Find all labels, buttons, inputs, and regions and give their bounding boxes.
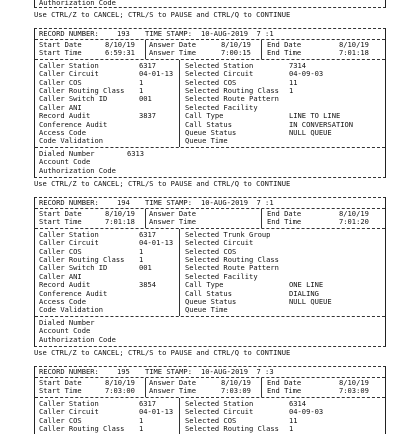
tail-label: Dialed Number: [39, 317, 95, 327]
record-number-label: RECORD NUMBER:: [39, 198, 99, 207]
timestamp: 10-AUG-2019 7 :1: [201, 29, 274, 38]
time-label: Answer Date: [149, 209, 196, 218]
selected-field-value: 11: [289, 415, 298, 425]
tail-value: 6313: [127, 148, 145, 158]
tail-label: Account Code: [39, 326, 91, 336]
time-label: Answer Date: [149, 40, 196, 49]
caller-field-label: Conference Audit: [39, 119, 108, 129]
caller-field-label: Caller Switch ID: [39, 263, 108, 273]
record-number: 195: [117, 367, 130, 376]
time-value: 8/10/19: [339, 378, 369, 387]
selected-field-label: Selected Routing Class: [185, 423, 279, 433]
caller-field-value: 6317: [139, 60, 157, 70]
caller-field-label: Caller Circuit: [39, 238, 99, 248]
time-label: End Time: [267, 386, 302, 396]
caller-field-label: Caller Routing Class: [39, 254, 125, 264]
caller-field-value: 3837: [139, 111, 157, 121]
selected-field-label: Selected Station: [185, 398, 254, 408]
time-value: 7:01:18: [339, 48, 369, 58]
selected-field-value: LINE TO LINE: [289, 111, 341, 121]
tail-label: Authorization Code: [39, 165, 116, 175]
selected-field-label: Selected Facility: [185, 102, 258, 112]
column-divider: [179, 398, 180, 434]
time-value: 7:03:09: [339, 386, 369, 396]
time-label: End Time: [267, 217, 302, 227]
record-number: 193: [117, 29, 130, 38]
caller-selected-grid: [35, 398, 385, 434]
caller-field-label: Caller Station: [39, 229, 99, 239]
time-label: Answer Time: [149, 217, 196, 227]
time-label: Answer Time: [149, 48, 196, 58]
time-label: End Time: [267, 48, 302, 58]
time-grid: [35, 209, 385, 229]
time-label: Answer Date: [149, 378, 196, 387]
time-value: 8/10/19: [221, 378, 251, 387]
record-partial-top: [34, 0, 386, 8]
selected-field-label: Selected COS: [185, 415, 237, 425]
selected-field-label: Selected Route Pattern: [185, 94, 279, 104]
record-tail: [35, 148, 385, 177]
selected-field-value: 04-09-03: [289, 407, 324, 417]
selected-field-value: 1: [289, 423, 294, 433]
selected-field-label: Call Status: [185, 288, 232, 298]
record-number-label: RECORD NUMBER:: [39, 367, 99, 376]
selected-field-label: Selected Station: [185, 60, 254, 70]
caller-field-value: 04-01-13: [139, 407, 174, 417]
caller-field-value: 1: [139, 423, 144, 433]
column-divider: [261, 40, 262, 59]
selected-field-label: Selected Routing Class: [185, 254, 279, 264]
selected-field-value: 04-09-03: [289, 69, 324, 79]
caller-field-label: Caller Switch ID: [39, 94, 108, 104]
timestamp-label: TIME STAMP:: [145, 198, 192, 207]
selected-field-label: Call Type: [185, 111, 224, 121]
time-value: 8/10/19: [221, 40, 251, 49]
selected-field-value: NULL QUEUE: [289, 296, 332, 306]
caller-field-label: Conference Audit: [39, 288, 108, 298]
selected-field-label: Selected Circuit: [185, 238, 254, 248]
selected-field-label: Selected COS: [185, 246, 237, 256]
caller-field-label: Caller Station: [39, 398, 99, 408]
caller-field-label: Code Validation: [39, 305, 104, 315]
timestamp: 10-AUG-2019 7 :1: [201, 198, 274, 207]
caller-selected-grid: [35, 60, 385, 148]
column-divider: [261, 378, 262, 397]
timestamp-label: TIME STAMP:: [145, 29, 192, 38]
record-header: [35, 29, 385, 40]
caller-field-value: 001: [139, 263, 152, 273]
time-label: End Date: [267, 209, 302, 218]
tail-label: Authorization Code: [39, 0, 116, 7]
caller-field-value: 6317: [139, 229, 157, 239]
continue-prompt: Use CTRL/Z to CANCEL; CTRL/S to PAUSE and CTRL/Q to CONTINUE: [34, 348, 291, 357]
caller-field-label: Caller COS: [39, 415, 82, 425]
selected-field-label: Queue Time: [185, 305, 228, 315]
caller-field-label: Caller ANI: [39, 102, 82, 112]
record-number-label: RECORD NUMBER:: [39, 29, 99, 38]
caller-field-label: Caller Circuit: [39, 69, 99, 79]
selected-field-label: Selected Trunk Group: [185, 229, 271, 239]
caller-field-value: 1: [139, 254, 144, 264]
tail-label: Account Code: [39, 157, 91, 167]
time-value: 8/10/19: [105, 209, 135, 218]
record-header: [35, 198, 385, 209]
tail-label: Dialed Number: [39, 148, 95, 158]
timestamp: 10-AUG-2019 7 :3: [201, 367, 274, 376]
tail-label: Authorization Code: [39, 334, 116, 344]
caller-field-label: Record Audit: [39, 111, 91, 121]
selected-field-value: 7314: [289, 60, 307, 70]
time-value: 7:01:18: [105, 217, 135, 227]
caller-field-value: 3854: [139, 280, 157, 290]
time-label: Start Date: [39, 40, 82, 49]
time-grid: [35, 40, 385, 60]
selected-field-label: Queue Status: [185, 296, 237, 306]
caller-field-value: 04-01-13: [139, 69, 174, 79]
selected-field-label: Selected Circuit: [185, 69, 254, 79]
time-label: Start Time: [39, 386, 82, 396]
column-divider: [145, 378, 146, 397]
time-grid: [35, 378, 385, 398]
selected-field-label: Selected COS: [185, 77, 237, 87]
caller-field-label: Code Validation: [39, 136, 104, 146]
time-label: Start Time: [39, 217, 82, 227]
time-label: Start Date: [39, 209, 82, 218]
column-divider: [179, 60, 180, 147]
selected-field-label: Queue Time: [185, 136, 228, 146]
caller-field-label: Caller Routing Class: [39, 85, 125, 95]
caller-field-value: 04-01-13: [139, 238, 174, 248]
column-divider: [261, 209, 262, 228]
time-label: Start Time: [39, 48, 82, 58]
selected-field-value: DIALING: [289, 288, 319, 298]
column-divider: [145, 209, 146, 228]
caller-field-label: Caller Circuit: [39, 407, 99, 417]
caller-field-value: 1: [139, 77, 144, 87]
continue-prompt: Use CTRL/Z to CANCEL; CTRL/S to PAUSE and CTRL/Q to CONTINUE: [34, 179, 291, 188]
time-value: 8/10/19: [105, 378, 135, 387]
time-label: Start Date: [39, 378, 82, 387]
continue-prompt: Use CTRL/Z to CANCEL; CTRL/S to PAUSE and CTRL/Q to CONTINUE: [34, 10, 291, 19]
caller-field-label: Caller COS: [39, 246, 82, 256]
time-value: 8/10/19: [339, 40, 369, 49]
selected-field-label: Call Type: [185, 280, 224, 290]
time-label: End Date: [267, 40, 302, 49]
record-block: [34, 197, 386, 347]
time-value: 8/10/19: [105, 40, 135, 49]
timestamp-label: TIME STAMP:: [145, 367, 192, 376]
selected-field-label: Selected Routing Class: [185, 85, 279, 95]
caller-field-value: 6317: [139, 398, 157, 408]
caller-field-value: 1: [139, 246, 144, 256]
selected-field-value: IN CONVERSATION: [289, 119, 354, 129]
time-label: Answer Time: [149, 386, 196, 396]
column-divider: [145, 40, 146, 59]
caller-field-label: Access Code: [39, 296, 86, 306]
selected-field-label: Queue Status: [185, 127, 237, 137]
selected-field-label: Selected Route Pattern: [185, 263, 279, 273]
caller-field-label: Record Audit: [39, 280, 91, 290]
time-value: 7:00:15: [221, 48, 251, 58]
column-divider: [179, 229, 180, 316]
selected-field-label: Call Status: [185, 119, 232, 129]
caller-field-label: Caller Routing Class: [39, 423, 125, 433]
time-value: 7:03:00: [105, 386, 135, 396]
selected-field-value: 1: [289, 85, 294, 95]
caller-field-label: Access Code: [39, 127, 86, 137]
record-header: [35, 367, 385, 378]
caller-field-value: 1: [139, 415, 144, 425]
caller-selected-grid: [35, 229, 385, 317]
record-block: [34, 28, 386, 178]
caller-field-value: 001: [139, 94, 152, 104]
time-label: End Date: [267, 378, 302, 387]
caller-field-label: Caller ANI: [39, 271, 82, 281]
record-block: [34, 366, 386, 434]
caller-field-value: 1: [139, 85, 144, 95]
selected-field-value: NULL QUEUE: [289, 127, 332, 137]
time-value: 6:59:31: [105, 48, 135, 58]
selected-field-value: ONE LINE: [289, 280, 324, 290]
caller-field-label: Caller Station: [39, 60, 99, 70]
time-value: 7:01:20: [339, 217, 369, 227]
selected-field-label: Selected Circuit: [185, 407, 254, 417]
record-number: 194: [117, 198, 130, 207]
selected-field-value: 11: [289, 77, 298, 87]
record-tail: [35, 317, 385, 346]
selected-field-value: 6314: [289, 398, 307, 408]
time-value: 8/10/19: [339, 209, 369, 218]
selected-field-label: Selected Facility: [185, 271, 258, 281]
time-value: 7:03:09: [221, 386, 251, 396]
caller-field-label: Caller COS: [39, 77, 82, 87]
